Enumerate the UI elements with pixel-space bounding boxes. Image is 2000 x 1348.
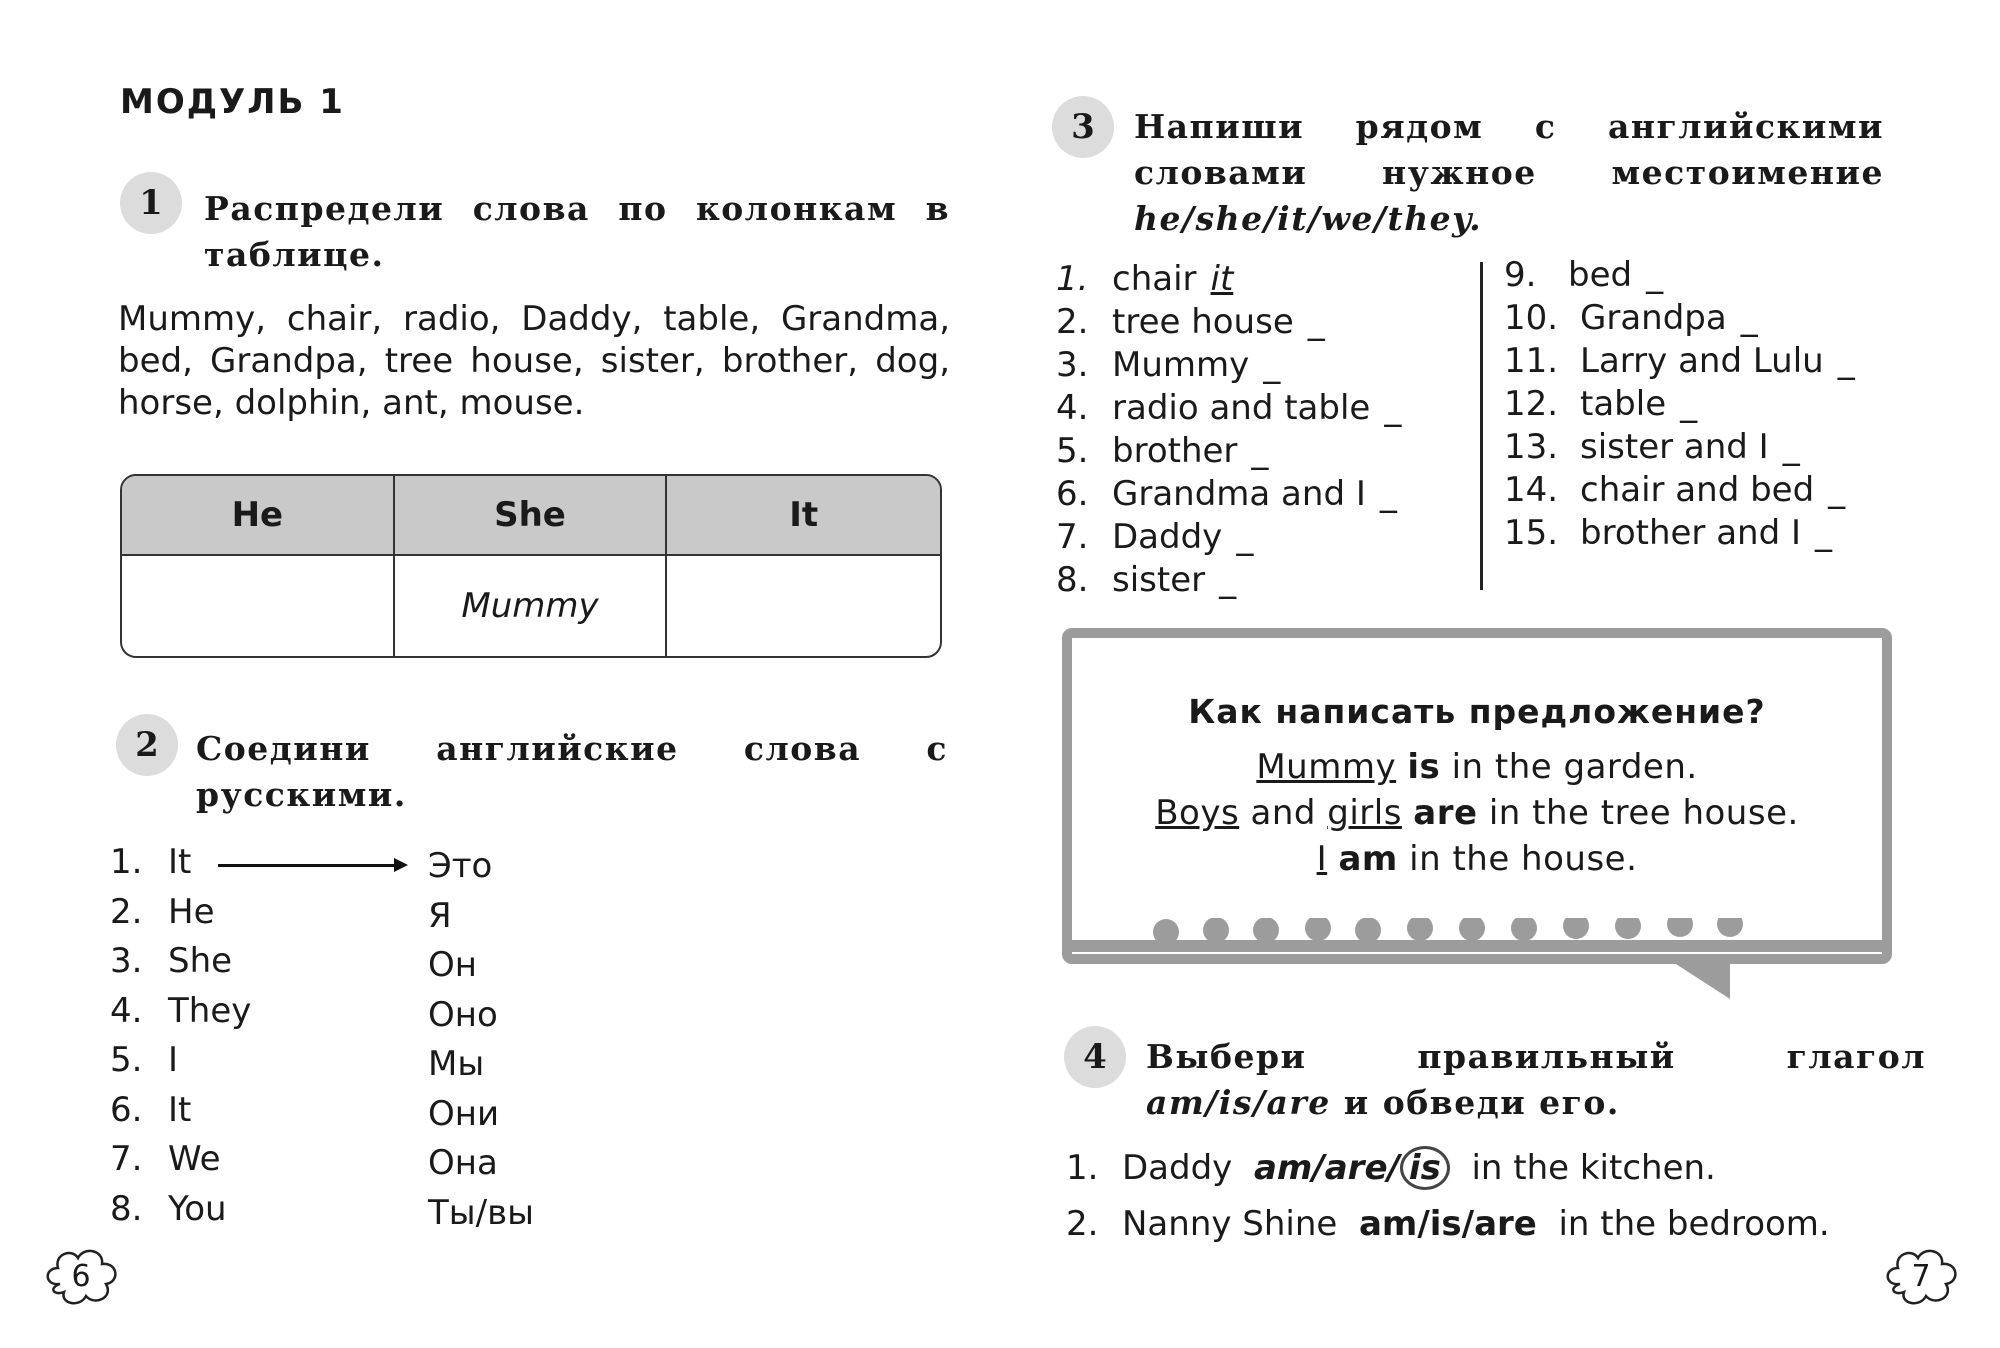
item-number: 6. xyxy=(110,1089,143,1130)
exercise-3-number: 3 xyxy=(1052,96,1114,158)
item-number: 3. xyxy=(1056,345,1089,385)
item-word: tree house xyxy=(1112,302,1294,342)
answer-blank[interactable]: _ xyxy=(1782,427,1800,467)
pronoun-item[interactable] xyxy=(1504,254,1924,297)
page-number-text: 7 xyxy=(1911,1258,1931,1294)
item-word: They xyxy=(168,990,252,1031)
item-number: 7. xyxy=(1056,517,1089,557)
russian-item[interactable]: Он xyxy=(428,945,477,985)
instruction-text: Напиши рядом с английскими словами нужное местоимение xyxy=(1134,107,1884,192)
answer-blank[interactable]: _ xyxy=(1379,474,1397,514)
pronoun-item[interactable] xyxy=(1504,512,1924,555)
item-number: 15. xyxy=(1504,513,1559,553)
example-sentence-1 xyxy=(1072,744,1882,790)
page-number-text: 6 xyxy=(71,1258,91,1294)
verb: is xyxy=(1407,747,1441,787)
exercise-1-number: 1 xyxy=(120,172,182,234)
item-word: He xyxy=(168,891,215,932)
russian-item[interactable]: Они xyxy=(428,1093,500,1134)
english-item[interactable] xyxy=(110,1036,350,1086)
item-word: Daddy xyxy=(1112,517,1223,557)
verb-options[interactable]: am/are/ xyxy=(1253,1148,1400,1188)
speech-tail xyxy=(1662,955,1730,999)
item-number: 5. xyxy=(1056,431,1089,471)
verb-options[interactable]: am/is/are xyxy=(1358,1204,1537,1244)
column-header-it: It xyxy=(667,476,940,556)
exercise-2-instruction: Соедини английские слова с русскими. xyxy=(196,729,948,814)
pronoun-item[interactable] xyxy=(1504,426,1924,469)
subject: Boys xyxy=(1155,793,1240,833)
item-number: 13. xyxy=(1504,427,1559,467)
instruction-pronouns: he/she/it/we/they. xyxy=(1134,199,1483,238)
grammar-note-box xyxy=(1062,628,1892,964)
pronoun-item[interactable] xyxy=(1504,297,1924,340)
answer-blank[interactable]: _ xyxy=(1680,384,1698,424)
example-sentence-3 xyxy=(1072,836,1882,882)
item-word: radio and table xyxy=(1112,388,1371,428)
item-number: 3. xyxy=(110,941,143,981)
item-word: Larry and Lulu xyxy=(1580,341,1824,381)
item-rest: in the bedroom. xyxy=(1558,1204,1830,1244)
item-number: 8. xyxy=(1056,560,1089,600)
english-item[interactable] xyxy=(110,937,350,987)
exercise-1-instruction: Распредели слова по колонкам в таблице. xyxy=(204,189,950,274)
exercise-1-word-list: Mummy, chair, radio, Daddy, table, Grandma, bed, Grandpa, tree house, sister, brother, dog, horse, dolphin, ant, mouse. xyxy=(118,299,950,423)
answer-blank[interactable]: _ xyxy=(1384,388,1402,428)
verb-item xyxy=(1066,1196,1946,1252)
column-divider xyxy=(1480,262,1483,590)
russian-item[interactable]: Ты/вы xyxy=(428,1192,534,1233)
exercise-3-instruction xyxy=(1134,104,1884,242)
english-item[interactable] xyxy=(110,1185,350,1235)
sorting-table xyxy=(120,474,942,658)
pronoun-item[interactable] xyxy=(1056,387,1476,430)
verb-item xyxy=(1066,1140,1946,1196)
pronoun-item[interactable] xyxy=(1056,430,1476,473)
item-word: It xyxy=(168,1089,192,1130)
russian-item[interactable]: Мы xyxy=(428,1044,485,1084)
sentence-rest: in the garden. xyxy=(1451,747,1698,787)
answer-blank[interactable]: _ xyxy=(1263,345,1281,385)
item-number: 2. xyxy=(1066,1204,1099,1244)
item-number: 1. xyxy=(1066,1148,1099,1188)
cell-he[interactable] xyxy=(122,556,395,656)
item-word: You xyxy=(168,1188,227,1229)
cell-it[interactable] xyxy=(667,556,940,656)
russian-item[interactable]: Она xyxy=(428,1143,498,1183)
column-header-he: He xyxy=(122,476,395,556)
exercise-4-number: 4 xyxy=(1064,1026,1126,1088)
decorative-fringe xyxy=(1070,918,1884,952)
pronoun-item[interactable] xyxy=(1504,383,1924,426)
answer-blank[interactable]: _ xyxy=(1219,560,1237,600)
russian-item[interactable]: Оно xyxy=(428,994,498,1035)
subject: I xyxy=(1316,839,1328,879)
russian-word-list xyxy=(428,842,628,1238)
grammar-note-examples xyxy=(1072,744,1882,882)
exercise-2-number: 2 xyxy=(116,714,178,776)
english-item[interactable] xyxy=(110,838,350,888)
pronoun-item[interactable] xyxy=(1056,559,1476,602)
matching-arrow xyxy=(218,864,404,867)
pronoun-item[interactable] xyxy=(1056,516,1476,559)
item-number: 5. xyxy=(110,1040,143,1080)
cell-she[interactable]: Mummy xyxy=(395,556,668,656)
english-item[interactable] xyxy=(110,1086,350,1136)
verb-choice-list xyxy=(1066,1140,1946,1252)
english-item[interactable] xyxy=(110,888,350,938)
subject: Mummy xyxy=(1256,747,1397,787)
english-word-list xyxy=(110,838,350,1234)
verb: am xyxy=(1338,839,1398,879)
item-number: 2. xyxy=(1056,302,1089,342)
item-word: We xyxy=(168,1139,221,1179)
item-word: table xyxy=(1580,384,1667,424)
instruction-text: Выбери правильный глагол xyxy=(1146,1037,1926,1076)
item-subject: Nanny Shine xyxy=(1122,1204,1338,1244)
item-word: Mummy xyxy=(1112,345,1250,385)
item-number: 6. xyxy=(1056,474,1089,514)
item-word: brother xyxy=(1112,431,1238,471)
item-number: 4. xyxy=(1056,388,1089,428)
answer-blank[interactable]: _ xyxy=(1251,431,1269,471)
item-number: 4. xyxy=(110,990,143,1031)
answer-blank[interactable]: _ xyxy=(1307,302,1325,342)
answer-blank[interactable]: _ xyxy=(1236,517,1254,557)
item-word: Grandma and I xyxy=(1112,474,1366,514)
item-number: 12. xyxy=(1504,384,1559,424)
exercise-4-instruction xyxy=(1146,1034,1926,1126)
item-word: It xyxy=(168,842,192,882)
item-word: chair and bed xyxy=(1580,470,1815,510)
pronoun-item[interactable] xyxy=(1504,340,1924,383)
item-subject: Daddy xyxy=(1122,1148,1233,1188)
instruction-verbs: am/is/are xyxy=(1146,1083,1331,1122)
item-word: sister xyxy=(1112,560,1206,600)
pronoun-item[interactable] xyxy=(1056,258,1476,301)
subject: girls xyxy=(1327,793,1402,833)
example-sentence-2 xyxy=(1072,790,1882,836)
sentence-rest: in the house. xyxy=(1409,839,1638,879)
conjunction: and xyxy=(1250,793,1316,833)
pronoun-item[interactable] xyxy=(1056,344,1476,387)
answer-blank[interactable]: _ xyxy=(1740,298,1758,338)
pronoun-list-left xyxy=(1056,258,1476,602)
item-number: 1. xyxy=(110,842,143,882)
column-header-she: She xyxy=(395,476,668,556)
module-title: МОДУЛЬ 1 xyxy=(120,82,345,122)
page-number-right xyxy=(1880,1244,1962,1308)
english-item[interactable] xyxy=(110,1135,350,1185)
pronoun-item[interactable] xyxy=(1056,301,1476,344)
item-word: Grandpa xyxy=(1580,298,1727,338)
grammar-note-title: Как написать предложение? xyxy=(1188,692,1766,731)
item-number: 11. xyxy=(1504,341,1559,381)
answer-blank[interactable]: _ xyxy=(1828,470,1846,510)
russian-item[interactable]: Это xyxy=(428,846,493,886)
english-item[interactable] xyxy=(110,987,350,1037)
answer-blank[interactable]: _ xyxy=(1815,513,1832,553)
item-word: sister and I xyxy=(1580,427,1769,467)
instruction-end: и обведи его. xyxy=(1343,1083,1620,1122)
item-word: She xyxy=(168,941,233,981)
item-number: 1. xyxy=(1056,259,1089,299)
item-rest: in the kitchen. xyxy=(1471,1148,1716,1188)
verb: are xyxy=(1413,793,1478,833)
page-number-left xyxy=(40,1244,122,1308)
russian-item[interactable]: Я xyxy=(428,895,452,936)
item-number: 10. xyxy=(1504,298,1559,338)
answer-blank[interactable]: _ xyxy=(1837,341,1855,381)
pronoun-item[interactable] xyxy=(1056,473,1476,516)
item-number: 2. xyxy=(110,891,143,932)
answer-blank[interactable]: _ xyxy=(1646,255,1664,295)
circled-verb[interactable]: is xyxy=(1400,1146,1450,1190)
item-number: 9. xyxy=(1504,255,1537,295)
item-word: I xyxy=(168,1040,179,1080)
item-number: 14. xyxy=(1504,470,1559,510)
answer-blank[interactable]: it xyxy=(1210,259,1234,299)
item-word: chair xyxy=(1112,259,1197,299)
pronoun-item[interactable] xyxy=(1504,469,1924,512)
item-number: 8. xyxy=(110,1188,143,1229)
item-word: bed xyxy=(1568,255,1633,295)
item-number: 7. xyxy=(110,1139,143,1179)
item-word: brother and I xyxy=(1580,513,1801,553)
sentence-rest: in the tree house. xyxy=(1488,793,1799,833)
pronoun-list-right xyxy=(1504,254,1924,555)
